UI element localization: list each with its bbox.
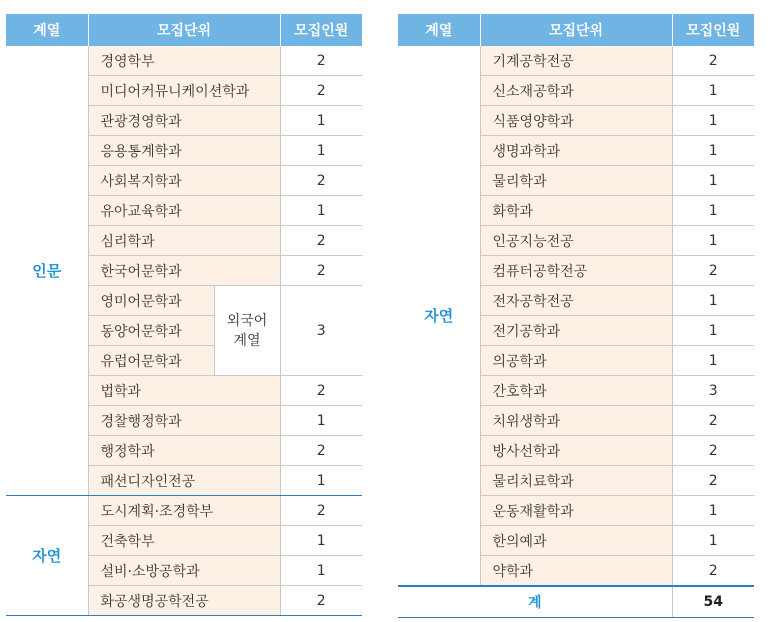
header-unit: 모집단위 [480,14,672,46]
unit-name: 관광경영학과 [88,106,280,136]
unit-name: 영미어문학과 [88,286,214,316]
unit-count: 1 [672,196,754,226]
unit-count: 2 [280,46,362,76]
unit-count: 1 [672,136,754,166]
unit-name: 패션디자인전공 [88,466,280,496]
total-row [398,586,754,618]
unit-name: 유럽어문학과 [88,346,214,376]
total-value: 54 [672,586,754,618]
unit-name: 경영학부 [88,46,280,76]
unit-count: 1 [280,526,362,556]
unit-count: 2 [672,406,754,436]
category-humanities: 인문 [6,46,88,496]
unit-name: 기계공학전공 [480,46,672,76]
unit-name: 건축학부 [88,526,280,556]
unit-name: 의공학과 [480,346,672,376]
unit-name: 치위생학과 [480,406,672,436]
unit-count: 1 [672,166,754,196]
header-row [6,14,362,46]
unit-count: 1 [672,226,754,256]
unit-count: 1 [280,556,362,586]
unit-name: 인공지능전공 [480,226,672,256]
unit-count: 2 [280,436,362,466]
unit-count: 2 [280,376,362,406]
table-row [6,46,362,76]
unit-name: 신소재공학과 [480,76,672,106]
unit-name: 식품영양학과 [480,106,672,136]
unit-count: 2 [280,496,362,526]
unit-count: 2 [280,166,362,196]
unit-count: 1 [280,406,362,436]
unit-count: 2 [280,226,362,256]
unit-count: 2 [672,46,754,76]
table-row [6,496,362,526]
category-science: 자연 [398,46,480,586]
unit-count: 1 [672,286,754,316]
unit-count: 2 [672,466,754,496]
unit-count: 1 [280,196,362,226]
unit-count: 1 [672,496,754,526]
total-label: 계 [398,586,672,618]
unit-name: 경찰행정학과 [88,406,280,436]
table-row [398,46,754,76]
right-admission-table [398,14,754,618]
unit-name: 행정학과 [88,436,280,466]
unit-name: 컴퓨터공학전공 [480,256,672,286]
unit-name: 물리치료학과 [480,466,672,496]
unit-count: 2 [280,256,362,286]
unit-count: 1 [280,106,362,136]
header-category: 계열 [398,14,480,46]
unit-name: 설비·소방공학과 [88,556,280,586]
unit-name: 유아교육학과 [88,196,280,226]
unit-name: 미디어커뮤니케이션학과 [88,76,280,106]
unit-name: 한의예과 [480,526,672,556]
unit-count: 1 [672,316,754,346]
unit-name: 응용통계학과 [88,136,280,166]
unit-count: 1 [280,466,362,496]
foreign-language-group [214,286,280,376]
unit-name: 심리학과 [88,226,280,256]
unit-name: 동양어문학과 [88,316,214,346]
unit-name: 도시계획·조경학부 [88,496,280,526]
unit-count: 1 [672,346,754,376]
left-admission-table [6,14,362,616]
unit-name: 방사선학과 [480,436,672,466]
category-science: 자연 [6,496,88,616]
unit-name: 화학과 [480,196,672,226]
unit-count: 3 [672,376,754,406]
unit-name: 사회복지학과 [88,166,280,196]
unit-count: 2 [280,586,362,616]
unit-name: 물리학과 [480,166,672,196]
unit-name: 전기공학과 [480,316,672,346]
unit-name: 법학과 [88,376,280,406]
unit-name: 약학과 [480,556,672,587]
unit-count: 2 [280,76,362,106]
unit-name: 한국어문학과 [88,256,280,286]
unit-name: 생명과학과 [480,136,672,166]
unit-name: 운동재활학과 [480,496,672,526]
unit-count: 2 [672,556,754,587]
header-category: 계열 [6,14,88,46]
group-label-line2: 계열 [233,332,261,349]
unit-name: 화공생명공학전공 [88,586,280,616]
header-count: 모집인원 [672,14,754,46]
unit-count: 2 [672,256,754,286]
unit-name: 간호학과 [480,376,672,406]
group-label-line1: 외국어 [226,312,268,329]
unit-count: 2 [672,436,754,466]
unit-name: 전자공학전공 [480,286,672,316]
header-count: 모집인원 [280,14,362,46]
unit-count: 1 [672,526,754,556]
unit-count: 1 [672,106,754,136]
group-count: 3 [280,286,362,376]
unit-count: 1 [280,136,362,166]
header-unit: 모집단위 [88,14,280,46]
unit-count: 1 [672,76,754,106]
header-row [398,14,754,46]
